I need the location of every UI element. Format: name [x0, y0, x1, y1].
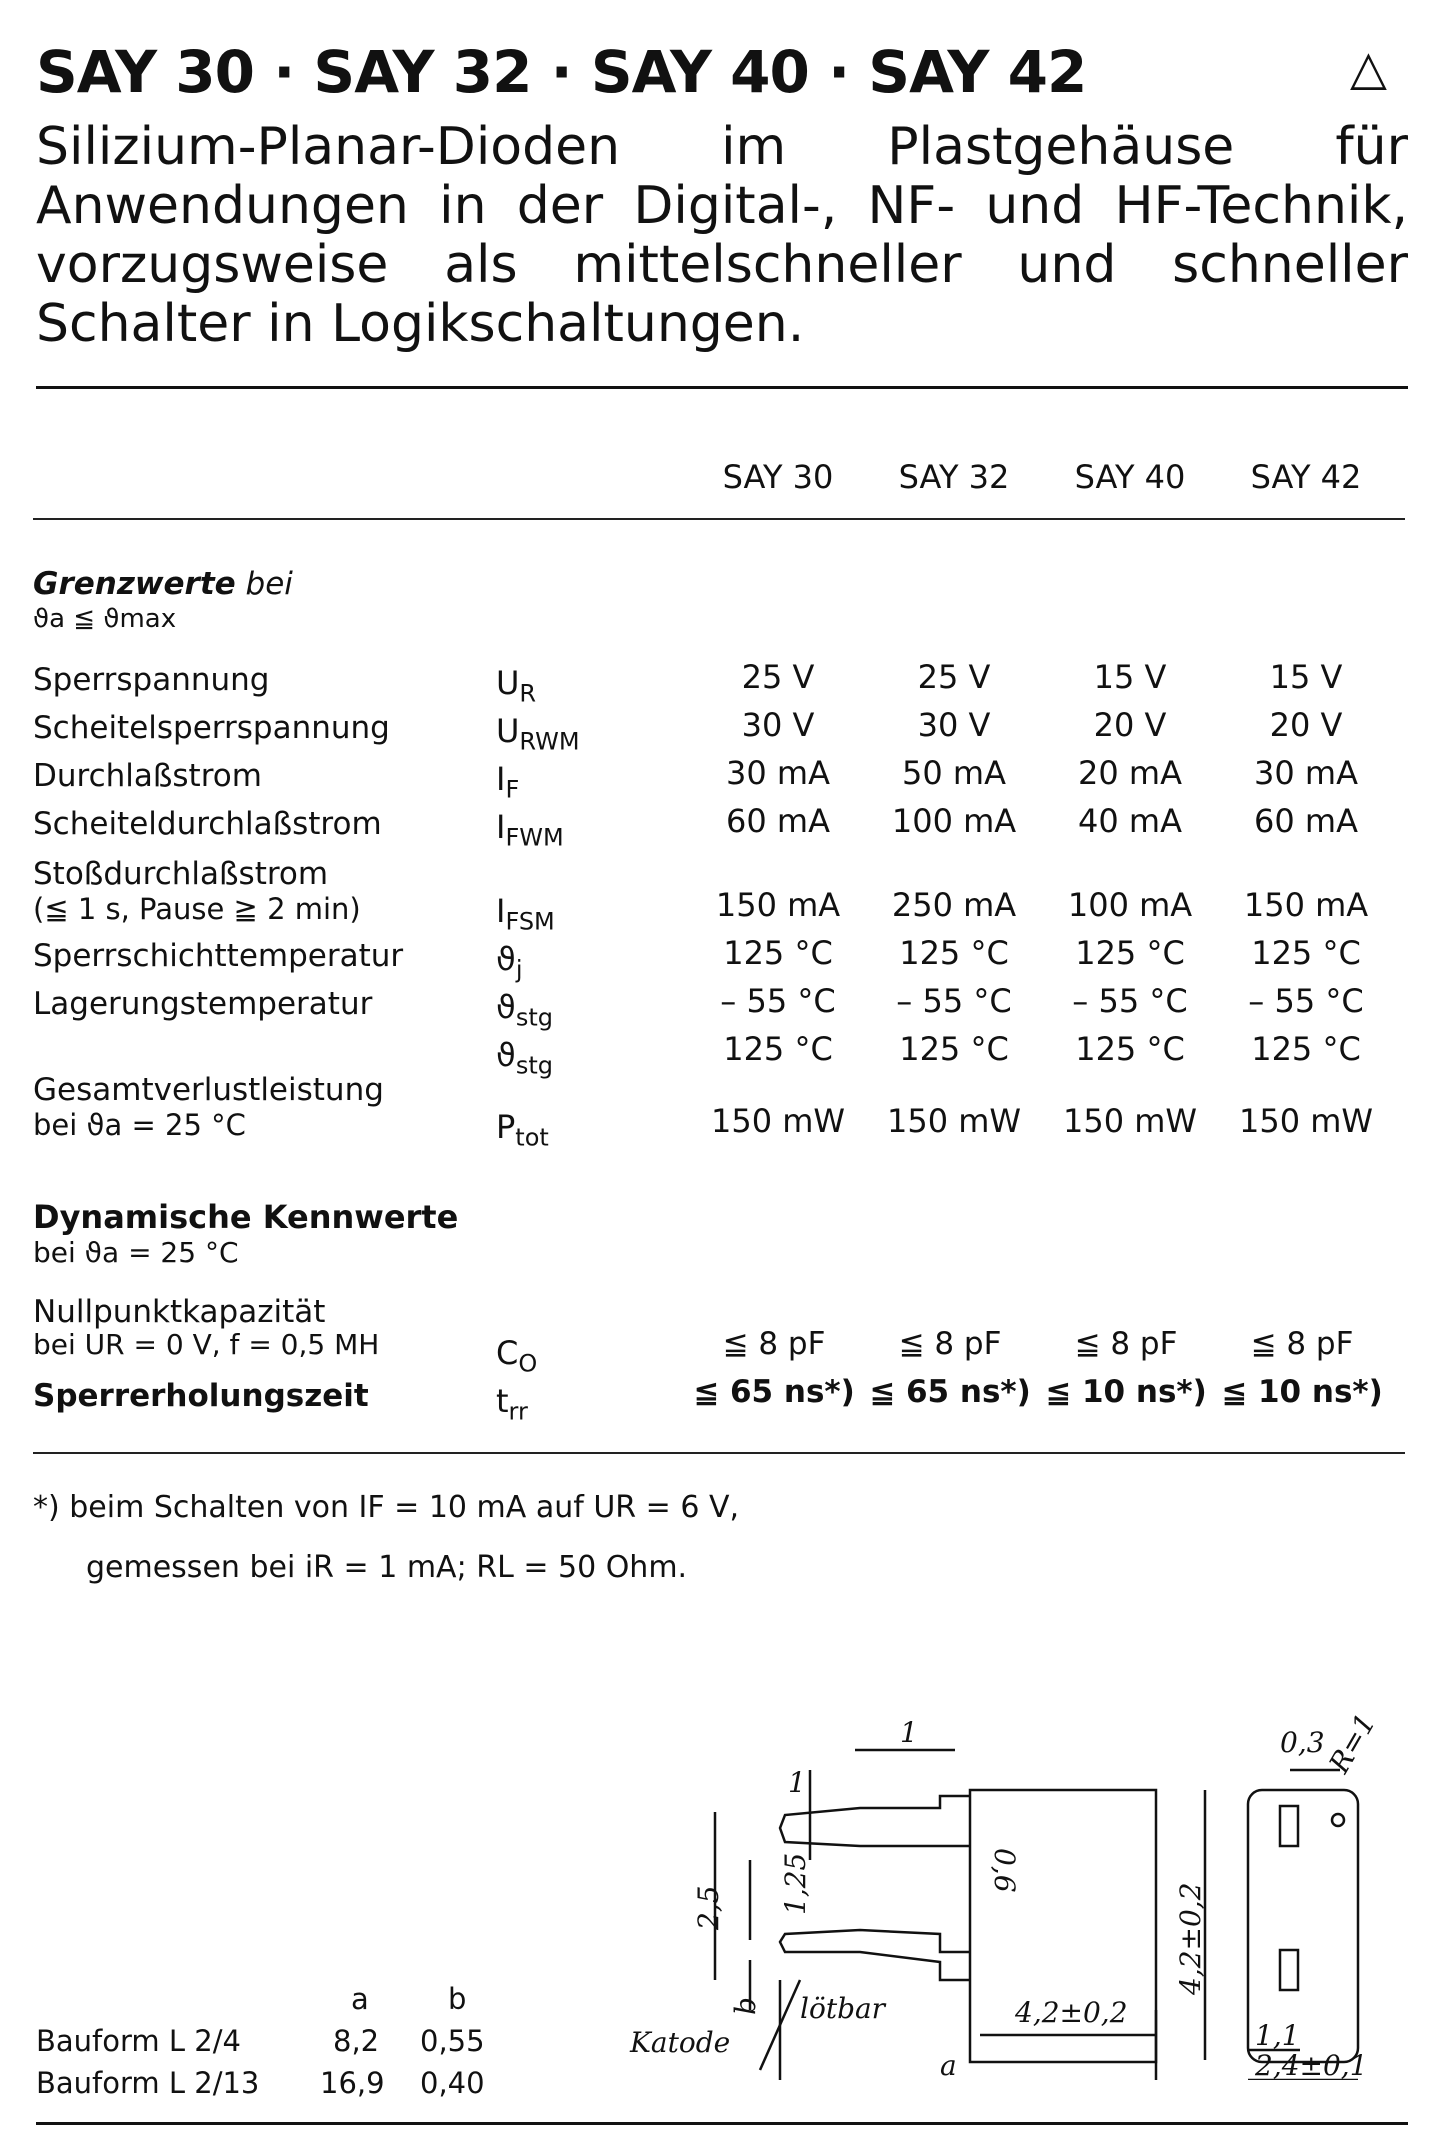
dyn-row-label: Nullpunktkapazität — [33, 1294, 326, 1330]
row-value: 30 V — [741, 706, 815, 744]
dyn-row-value: ≦ 10 ns*) — [1045, 1374, 1207, 1410]
row-symbol-subscript: FWM — [505, 823, 564, 852]
row-symbol-main: U — [496, 712, 520, 750]
label-katode: Katode — [630, 2026, 731, 2059]
footnote-line-2: gemessen bei iR = 1 mA; RL = 50 Ohm. — [86, 1550, 688, 1585]
row-label: Sperrspannung — [33, 662, 270, 698]
label-loetbar: lötbar — [800, 1992, 886, 2025]
row-value: 150 mW — [710, 1102, 846, 1140]
row-label-detail: bei ϑa = 25 °C — [33, 1108, 246, 1142]
dyn-row-symbol-main: t — [496, 1382, 509, 1420]
dim-1-top: 1 — [900, 1716, 918, 1749]
row-symbol — [496, 1108, 549, 1151]
row-value: 150 mA — [715, 886, 841, 924]
row-value: 20 V — [1093, 706, 1167, 744]
page-title: SAY 30 · SAY 32 · SAY 40 · SAY 42 — [36, 38, 1087, 106]
row-value: 125 °C — [1251, 1030, 1361, 1068]
dim-0-3: 0,3 — [1280, 1726, 1325, 1759]
column-header-say40: SAY 40 — [1074, 458, 1186, 496]
dyn-row-value: ≦ 8 pF — [1074, 1326, 1178, 1362]
row-symbol — [496, 664, 536, 707]
dyn-row-value: ≦ 8 pF — [1250, 1326, 1354, 1362]
bauform-row-2-a: 16,9 — [320, 2066, 385, 2100]
row-value: – 55 °C — [1072, 982, 1188, 1020]
bauform-row-1-name: Bauform L 2/4 — [36, 2024, 241, 2058]
row-label: Scheitelsperrspannung — [33, 710, 390, 746]
row-label-detail: (≦ 1 s, Pause ≧ 2 min) — [33, 892, 361, 926]
triangle-marker: △ — [1350, 40, 1387, 96]
dyn-row-value: ≦ 65 ns*) — [693, 1374, 855, 1410]
row-value: 25 V — [741, 658, 815, 696]
row-symbol-subscript: stg — [515, 1003, 553, 1032]
row-symbol-main: I — [496, 808, 506, 846]
table-bottom-rule — [33, 1452, 1405, 1454]
row-symbol — [496, 1036, 553, 1079]
section-limits-label: Grenzwerte — [33, 566, 236, 602]
dyn-row-value: ≦ 10 ns*) — [1221, 1374, 1383, 1410]
bauform-row-2-name: Bauform L 2/13 — [36, 2066, 260, 2100]
row-value: 30 mA — [726, 754, 830, 792]
dim-1-25: 1,25 — [779, 1852, 812, 1915]
dim-0-6: 0,6 — [988, 1848, 1021, 1893]
dyn-row-label: Sperrerholungszeit — [33, 1378, 369, 1414]
row-value: 50 mA — [902, 754, 1006, 792]
header-rule — [33, 518, 1405, 520]
dyn-row-value: ≦ 8 pF — [722, 1326, 826, 1362]
row-symbol-subscript: FSM — [505, 907, 555, 936]
dyn-row-symbol-subscript: rr — [508, 1397, 528, 1426]
column-header-say32: SAY 32 — [898, 458, 1010, 496]
row-value: 20 mA — [1078, 754, 1182, 792]
row-symbol-subscript: tot — [515, 1123, 549, 1152]
section-limits-condition: ϑa ≦ ϑmax — [33, 604, 177, 634]
section-limits-suffix: bei — [245, 566, 293, 602]
row-symbol-subscript: F — [505, 775, 520, 804]
row-symbol-main: I — [496, 760, 506, 798]
dim-r-1: R=1 — [1322, 1707, 1383, 1779]
row-value: 150 mW — [1062, 1102, 1198, 1140]
row-value: 150 mW — [1238, 1102, 1374, 1140]
row-symbol-subscript: R — [519, 679, 537, 708]
description: Silizium-Planar-Dioden im Plastgehäuse für Anwendungen in der Digital-, NF- und HF-Technik, vorzugsweise als mittelschneller und schneller Schalter in Logikschaltungen. — [36, 117, 1408, 354]
row-value: 60 mA — [726, 802, 830, 840]
row-value: 30 V — [917, 706, 991, 744]
row-symbol-subscript: j — [515, 955, 523, 984]
footnote-line-1: *) beim Schalten von IF = 10 mA auf UR = 6 V, — [33, 1490, 740, 1525]
row-symbol-main: ϑ — [496, 988, 516, 1026]
row-label: Durchlaßstrom — [33, 758, 262, 794]
dim-4-2-horizontal: 4,2±0,2 — [1015, 1996, 1128, 2029]
row-symbol — [496, 760, 519, 803]
row-value: 125 °C — [899, 934, 1009, 972]
section-dynamic-title: Dynamische Kennwerte — [33, 1198, 459, 1236]
row-value: 25 V — [917, 658, 991, 696]
section-limits-title — [33, 566, 293, 602]
row-value: 100 mA — [891, 802, 1017, 840]
row-value: 30 mA — [1254, 754, 1358, 792]
row-value: 150 mW — [886, 1102, 1022, 1140]
row-value: 20 V — [1269, 706, 1343, 744]
column-header-say30: SAY 30 — [722, 458, 834, 496]
row-label: Lagerungstemperatur — [33, 986, 373, 1022]
bauform-row-2-b: 0,40 — [420, 2066, 485, 2100]
dyn-row-label-detail: bei UR = 0 V, f = 0,5 MH — [33, 1328, 380, 1361]
dim-1-1: 1,1 — [1255, 2019, 1300, 2052]
bottom-rule — [36, 2122, 1408, 2125]
dim-4-2-vertical: 4,2±0,2 — [1174, 1882, 1207, 1995]
top-rule — [36, 386, 1408, 389]
row-value: 125 °C — [723, 934, 833, 972]
row-value: – 55 °C — [720, 982, 836, 1020]
row-value: 250 mA — [891, 886, 1017, 924]
row-symbol-main: I — [496, 892, 506, 930]
row-value: 100 mA — [1067, 886, 1193, 924]
row-value: – 55 °C — [1248, 982, 1364, 1020]
dyn-row-symbol — [496, 1334, 537, 1377]
bauform-row-1-a: 8,2 — [333, 2024, 380, 2058]
row-symbol — [496, 892, 555, 935]
row-label: Sperrschichttemperatur — [33, 938, 404, 974]
row-value: 125 °C — [1075, 1030, 1185, 1068]
dim-1-left: 1 — [788, 1766, 806, 1799]
row-symbol-main: P — [496, 1108, 516, 1146]
row-symbol — [496, 988, 553, 1031]
row-symbol-main: ϑ — [496, 940, 516, 978]
bauform-header-a: a — [351, 1982, 369, 2016]
bauform-row-1-b: 0,55 — [420, 2024, 485, 2058]
row-label: Scheiteldurchlaßstrom — [33, 806, 382, 842]
dim-b: b — [729, 1997, 762, 2015]
upper-lead — [780, 1796, 970, 1846]
dyn-row-value: ≦ 8 pF — [898, 1326, 1002, 1362]
row-label: Gesamtverlustleistung — [33, 1072, 384, 1108]
row-value: 60 mA — [1254, 802, 1358, 840]
row-value: 40 mA — [1078, 802, 1182, 840]
row-value: – 55 °C — [896, 982, 1012, 1020]
row-value: 150 mA — [1243, 886, 1369, 924]
row-symbol — [496, 808, 564, 851]
package-drawing — [600, 1680, 1400, 2080]
row-value: 125 °C — [1075, 934, 1185, 972]
column-header-say42: SAY 42 — [1250, 458, 1362, 496]
section-dynamic-condition: bei ϑa = 25 °C — [33, 1236, 239, 1269]
row-symbol-main: U — [496, 664, 520, 702]
row-value: 125 °C — [1251, 934, 1361, 972]
dim-2-4: 2,4±0,1 — [1255, 2049, 1368, 2080]
row-value: 125 °C — [899, 1030, 1009, 1068]
row-symbol — [496, 712, 580, 755]
dim-2-5: 2,5 — [692, 1885, 725, 1930]
row-value: 125 °C — [723, 1030, 833, 1068]
dyn-row-value: ≦ 65 ns*) — [869, 1374, 1031, 1410]
dyn-row-symbol — [496, 1382, 528, 1425]
row-value: 15 V — [1269, 658, 1343, 696]
dyn-row-symbol-subscript: O — [518, 1349, 538, 1378]
row-symbol-subscript: stg — [515, 1051, 553, 1080]
dyn-row-symbol-main: C — [496, 1334, 519, 1372]
row-symbol-subscript: RWM — [519, 727, 580, 756]
row-value: 15 V — [1093, 658, 1167, 696]
bauform-header-b: b — [448, 1982, 467, 2016]
row-label: Stoßdurchlaßstrom — [33, 856, 329, 892]
lower-lead — [780, 1930, 970, 1980]
row-symbol — [496, 940, 522, 983]
dim-a: a — [940, 2049, 957, 2080]
row-symbol-main: ϑ — [496, 1036, 516, 1074]
